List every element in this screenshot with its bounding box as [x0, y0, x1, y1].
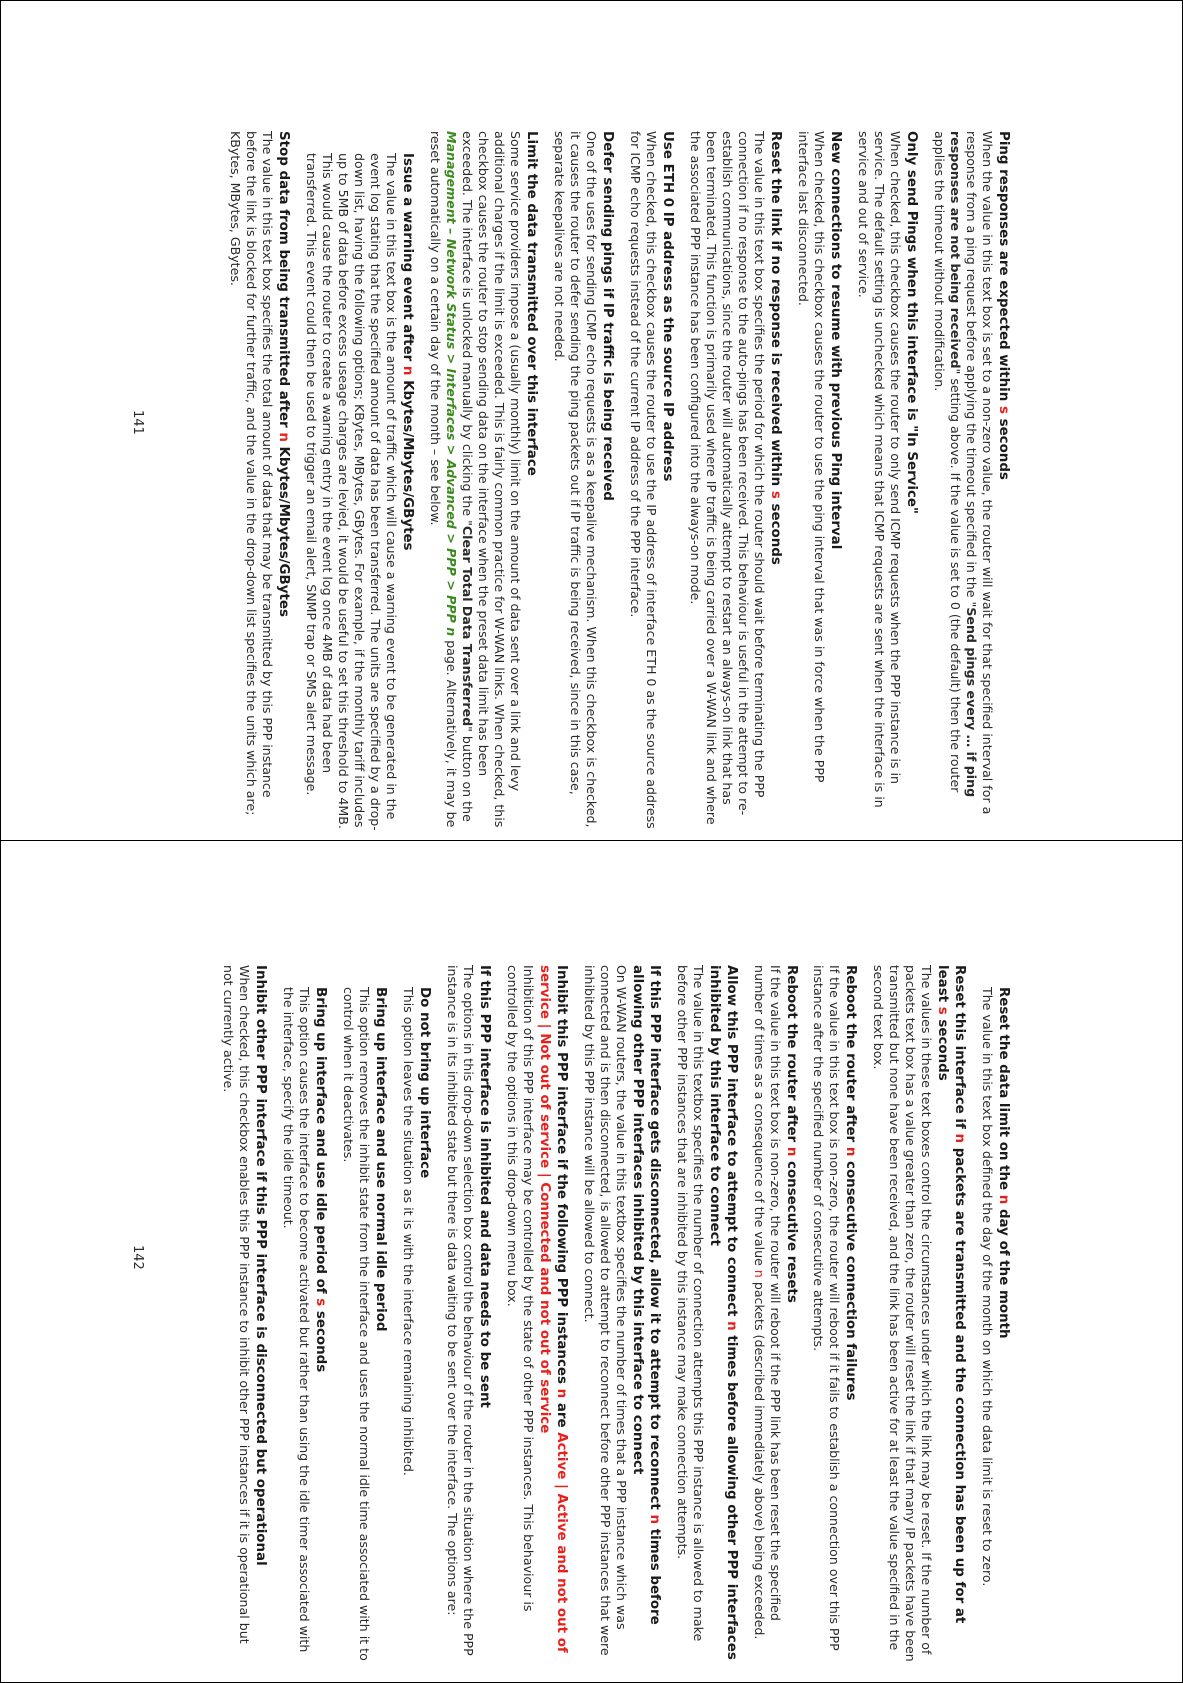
section-inhibited-data — [444, 965, 493, 1665]
section-reset-data-limit — [979, 965, 1012, 1665]
heading: Inhibit this PPP interface if the following PPP instances n are Active | Active and not out of service | Not out of service | Connected and not out of service — [537, 965, 569, 1653]
heading: Bring up interface and use idle period of s seconds — [313, 987, 328, 1373]
section-reset-interface — [870, 965, 968, 1665]
body-text: This option leaves the situation as it is with the interface remaining inhibited. — [401, 987, 416, 1476]
section-allow-connect — [674, 965, 740, 1665]
section-disconnected-reconnect — [581, 965, 663, 1665]
heading: New connections to resume with previous Ping interval — [828, 131, 843, 550]
section-reboot — [751, 965, 859, 1665]
menu-path-link: Management – Network Status > Interfaces > Advanced > PPP > PPP n — [444, 131, 459, 637]
heading: Ping responses are expected within s seconds — [996, 131, 1011, 480]
body-text: The value in this text box is the amount of traffic which will cause a warning event to be generated in the event log stating that the specified amount of data has been transferred. The units are specified by a drop-down list, having the following options; KBytes, MBytes, GBytes. For example, if the monthly tariff includes up to 5MB of data before excess useage charges are levied, it would be useful to set this threshold to 4MB. This would cause the router to create a warning entry in the event log once 4MB of data had been transferred. This event could then be used to trigger an email alert, SNMP trap or SMS alert message. — [304, 153, 399, 831]
heading: Reset the link if no response is received within s seconds — [768, 131, 783, 565]
heading: Reboot the router after n consecutive resets — [784, 965, 799, 1303]
heading: If this PPP interface is inhibited and data needs to be sent — [477, 965, 492, 1408]
body-text: This option causes the interface to become activated but rather than using the idle timer associated with the interface, specify the idle timeout. — [281, 987, 312, 1653]
body-text: This option removes the inhibit state from the interface and uses the normal idle time associated with it to control when it deactivates. — [341, 987, 372, 1661]
section-only-send-pings — [855, 131, 920, 831]
section-issue-warning — [303, 131, 416, 831]
section-defer-pings — [551, 131, 616, 831]
heading: Bring up interface and use normal idle period — [373, 987, 388, 1332]
heading: Issue a warning event after n Kbytes/Mbytes/GBytes — [400, 153, 415, 551]
body-text: The values in these text boxes control the circumstances under which the link may be reset. If the number of packets text box has a value greater than zero, the router will reset the link if that many IP packets have been transmitted but none have been received, and the link has been active for at least the value specified in the second text box. — [871, 965, 934, 1662]
body-text: Some service providers impose a (usually monthly) limit on the amount of data sent over a link and levy additional charges if the limit is exceeded. This is fairly common practice for W-WAN links. When checked, this checkbox causes the router to stop sending data on the interface when the preset data limit has been exceeded. The interface is unlocked manually by clicking the "Clear Total Data Transferred" button on the Management – Network Status > Interfaces > Advanced > PPP > PPP n page. Alternatively, it may be reset automatically on a certain day of the month – see below. — [428, 131, 523, 828]
body-text: When the value in this text box is set to a non-zero value, the router will wait for that specified interval for a response from a ping request before applying the timeout specified in the "Send pings every … if ping responses are not being received" setting above. If the value is set to 0 (the default) then the router applies the timeout without modification. — [932, 131, 995, 815]
body-text: The value in this text box specifies the total amount of data that may be transmitted by this PPP instance before the link is blocked for further traffic, and the value in the drop-down list specifies the units which are; KBytes, MBytes, GBytes. — [228, 131, 275, 816]
page-141 — [152, 131, 1012, 831]
body-text: The value in this text box specifies the period for which the router should wait before terminating the PPP connection if no response to the auto-pings has been received. This behaviour is useful in the attempt to re-establish communications, since the router will automatically attempt to restart an always-on link that has been terminated. This function is primarily used where IP traffic is being carried over a W-WAN link and where the associated PPP instance has been configured into the always-on mode. — [688, 131, 767, 825]
body-text: The value in this text box defined the day of the month on which the data limit is reset to zero. — [980, 987, 995, 1587]
body-text: If the value in this text box is non-zero, the router will reboot if the PPP link has been reset the specified number of times as a consequence of the value n packets (described immediately above) being exceeded. — [752, 965, 783, 1640]
section-inhibit-other — [220, 965, 269, 1665]
body-text: When checked, this checkbox causes the router to use the ping interval that was in force when the PPP interface last disconnected. — [796, 131, 827, 783]
body-text: When checked, this checkbox causes the router to use the IP address of interface ETH 0 as the source address for ICMP echo requests instead of the current IP address of the PPP interface. — [628, 131, 659, 829]
heading: If this PPP interface gets disconnected, allow it to attempt to reconnect n times before allowing other PPP interfaces inhibited by this interface to connect — [630, 965, 662, 1625]
heading: Reset this interface if n packets are transmitted and the connection has been up for at least s seconds — [935, 965, 967, 1624]
body-text: The options in this drop-down selection box control the behaviour of the router in the situation where the PPP instance is in its inhibited state but there is data waiting to be sent over the interface. The options are: — [445, 965, 476, 1656]
section-stop-data — [227, 131, 292, 831]
body-text: On W-WAN routers, the value in this textbox specifies the number of times that a PPP instance which was connected and is then disconnected, is allowed to attempt to reconnect before other PPP instances that were inhibited by this PPP instance will be allowed to connect. — [582, 965, 629, 1656]
heading: Stop data from being transmitted after n Kbytes/Mbytes/GBytes — [276, 131, 291, 617]
heading: Limit the data transmitted over this interface — [524, 131, 539, 476]
option-idle-period — [280, 965, 329, 1665]
section-limit-data — [427, 131, 540, 831]
body-text: The value in this textbox specifies the number of connection attempts this PPP instance is allowed to make before other PPP instances that are inhibited by this instance may make connection attempts. — [675, 965, 706, 1642]
option-do-not-bring-up — [400, 965, 433, 1665]
heading: Allow this PPP interface to attempt to connect n times before allowing other PPP interfaces inhibited by this interface to connect — [707, 965, 739, 1660]
heading: Only send Pings when this interface is "In Service" — [904, 131, 919, 514]
body-text: Inhibition of this PPP interface may be controlled by the state of other PPP instances. This behaviour is controlled by the options in this drop-down menu box. — [505, 965, 536, 1612]
body-text: One of the uses for sending ICMP echo requests is as a keepalive mechanism. When this checkbox is checked, it causes the router to defer sending the ping packets out if IP traffic is being received, since in this case, separate keepalives are not needed. — [552, 131, 599, 828]
heading: Inhibit other PPP interface if this PPP interface is disconnected but operational — [253, 965, 268, 1566]
page-number: 141 — [130, 410, 145, 435]
page-number: 142 — [130, 1245, 145, 1270]
page-divider — [0, 840, 1183, 841]
body-text: If the value in this text box is non-zero, the router will reboot if it fails to establish a connection over this PPP instance after the specified number of consecutive attempts. — [811, 965, 842, 1651]
page-142 — [152, 965, 1012, 1665]
section-reset-link — [687, 131, 784, 831]
heading: Use ETH 0 IP address as the source IP address — [660, 131, 675, 482]
heading: Reboot the router after n consecutive connection failures — [843, 965, 858, 1401]
section-inhibit-interface — [504, 965, 570, 1665]
section-new-connections — [795, 131, 844, 831]
heading: Do not bring up interface — [417, 987, 432, 1179]
section-eth0-source — [627, 131, 676, 831]
body-text: When checked, this checkbox causes the router to only send ICMP requests when the PPP instance is in service. The default setting is unchecked which means that ICMP requests are sent when the interface is in service and out of service. — [856, 131, 903, 808]
option-normal-idle — [340, 965, 389, 1665]
section-ping-responses — [931, 131, 1012, 831]
heading: Defer sending pings if IP traffic is being received — [600, 131, 615, 501]
heading: Reset the data limit on the n day of the month — [996, 987, 1011, 1339]
body-text: When checked, this checkbox enables this PPP instance to inhibit other PPP instances if it is operational but not currently active. — [221, 965, 252, 1644]
